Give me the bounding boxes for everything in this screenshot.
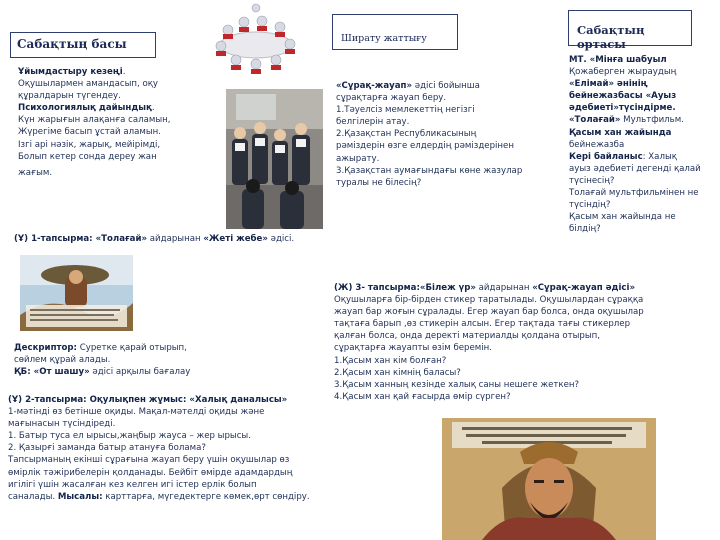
task-3-question-1: 1.Қасым хан кім болған? [334,355,447,366]
organisation-title: Ұйымдастыру кезеңі [18,67,123,77]
task-1-end: әдісі. [267,234,295,244]
task-3-question-3: 3.Қасым ханның кезінде халық саны нешеге жеткен? [334,379,580,390]
task-3-title: (Ж) 3- тапсырма:«Білеж үр» [334,283,476,293]
descriptor-line-2: сөйлем құрай алады. [14,355,111,366]
task-3-method: «Сұрақ-жауап әдісі» [532,283,636,293]
mt-label: МТ [569,55,584,65]
question-line-1: сұрақтарға жауап беру. [336,93,447,104]
meeting-illustration [206,0,306,85]
question-line-2: 1.Тәуелсіз мемлекеттің негізгі [336,105,475,116]
task-1-method: «Жеті жебе» [203,234,268,244]
mt-line-13: түсіндің? [569,200,611,211]
poem-line-3: Ізгі арі нәзік, жарық, мейірімді, [18,139,161,150]
task-2-line-4: 2. Қазырғі заманда батыр атануға болама? [8,443,206,454]
mt-title: . «Мінға шабуыл [583,55,667,65]
task-3-line-1: Оқушыларға бір-бірден стикер таратылады. Оқушылардан сұраққа [334,295,644,306]
assessment-label: ҚБ: «От шашу» [14,367,90,378]
task-2-line-2: мағынасын түсіндіреді. [8,419,116,430]
task-1-mid: айдарынан [147,234,204,244]
poem-line-5: жағым. [18,167,53,178]
task-3-line-5: сұрақтарға жауапты өзім беремін. [334,343,493,354]
mt-line-5: әдебиеті»түсіндірме. [569,103,676,114]
lesson-start-label: Сабақтың басы [17,37,127,51]
mt-line-7: Қасым хан жайында [569,127,672,138]
warmup-header [332,14,458,50]
mt-line-15: білдің? [569,224,601,235]
mt-line-12: Толағай мультфильмінен не [569,188,699,199]
feedback-rest: : Халық [642,151,677,162]
poem-line-2: Жүрегіме басып ұстай аламын. [18,127,161,138]
task-3 [334,282,716,403]
warmup-label: Ширату жаттығу [341,33,427,44]
lesson-middle-label: Сабақтың ортасы [577,23,645,51]
org-line-1: Оқушылармен амандасып, оқу [18,79,158,90]
poem-line-1: Күн жарығын алақанға саламын, [18,115,171,126]
question-line-6: ажырату. [336,153,380,164]
warmup-questions [336,80,546,189]
task-3-question-4: 4.Қасым хан қай ғасырда өмір сүрген? [334,391,511,402]
mt-line-8: бейнежазба [569,139,625,150]
lesson-middle-header [568,10,692,51]
mt-line-14: Қасым хан жайында не [569,212,676,223]
task-2-line-3: 1. Батыр туса ел ырысы,жаңбыр жауса – жер ырысы. [8,431,251,442]
org-line-2: құралдарын түгендеу. [18,91,121,102]
task-3-line-3: тақтаға барып ,өз стикерін алсын. Егер тақтада тағы стикерлер [334,319,631,330]
descriptor-section [14,342,244,378]
mt-line-11: түсінесің? [569,175,615,186]
task-2-line-8c: карттарға, мүгедектерге көмек,өрт сөндіру. [102,491,310,502]
classroom-photo [226,89,323,229]
task-1-title: (Ұ) 1-тапсырма: «Толағай» [14,234,148,244]
question-method-name: «Сұрақ-жауап» [336,81,413,91]
task-2-line-7: игілігі үшін жасалған кез келген игі істер ерлік болып [8,479,257,490]
task-2-title: (Ұ) 2-тапсырма: Оқулықпен жұмыс: [8,395,187,405]
organisation-section: Ұйымдастыру кезеңі. Оқушылармен амандасып, оқу құралдарын түгендеу. Психологиялық дайындық. Күн жарығын алақанға саламын, Жүрегіме басып ұстай аламын. Ізгі арі нәзік, жарық, мейірімді, Болып кетер сонда дереу жан жағым. [18,66,218,179]
task-2-line-8a: саналады. [8,491,58,502]
question-line-3: белгілерін атау. [336,117,410,128]
kasym-khan-portrait [442,418,656,540]
poem-line-4: Болып кетер сонда дереу жан [18,151,157,162]
psychology-title: Психологиялық дайындық [18,103,152,114]
task-2 [8,394,338,503]
question-line-8: туралы не білесің? [336,177,422,188]
feedback-label: Кері байланыс [569,151,643,162]
mt-cartoon-name: «Толағай» [569,115,621,126]
task-2-topic: «Халық даналысы» [186,395,288,405]
question-line-7: 3.Қазақстан аумағындағы көне жазулар [336,165,523,176]
tolagai-cartoon-image [20,255,133,331]
task-2-line-1: 1-мәтінді өз бетінше оқиды. Мақал-мәтелді оқиды және [8,407,265,418]
question-line-4: 2.Қазақстан Республикасының [336,129,477,140]
task-3-line-2: жауап бар жоғын сұралады. Егер жауап бар болса, онда оқушылар [334,307,644,318]
task-3-mid: айдарынан [475,283,533,293]
media-resources [569,54,719,235]
mt-cartoon-type: Мультфильм. [620,115,684,126]
question-line-5: рәміздерін өзге елдердің рәміздерінен [336,141,514,152]
mt-line-10: ауыз әдебиеті дегенді қалай [569,163,701,174]
assessment-text: әдісі арқылы бағалау [89,367,191,378]
task-2-line-5: Тапсырманың екінші сұрағына жауап беру үшін оқушылар өз [8,455,290,466]
mt-line-4: бейнежазбасы «Ауыз [569,91,677,102]
mt-line-2: Қожаберген жыраудың [569,67,677,78]
task-3-line-4: қалған болса, онда деректі материалды қолдана отырып, [334,331,600,342]
question-intro: әдісі бойынша [412,81,480,91]
descriptor-text: Суретке қарай отырып, [77,343,187,353]
task-2-line-6: өмірлік тәжірибелерін қолданады. Бейбіт өмірде адамдардың [8,467,293,478]
task-2-example-label: Мысалы: [57,491,103,502]
task-3-question-2: 2.Қасым хан кімнің баласы? [334,367,461,378]
task-1 [14,233,344,245]
mt-line-3: «Елімай» әнінің [569,79,648,90]
descriptor-label: Дескриптор: [14,343,77,353]
lesson-start-header [10,32,156,58]
